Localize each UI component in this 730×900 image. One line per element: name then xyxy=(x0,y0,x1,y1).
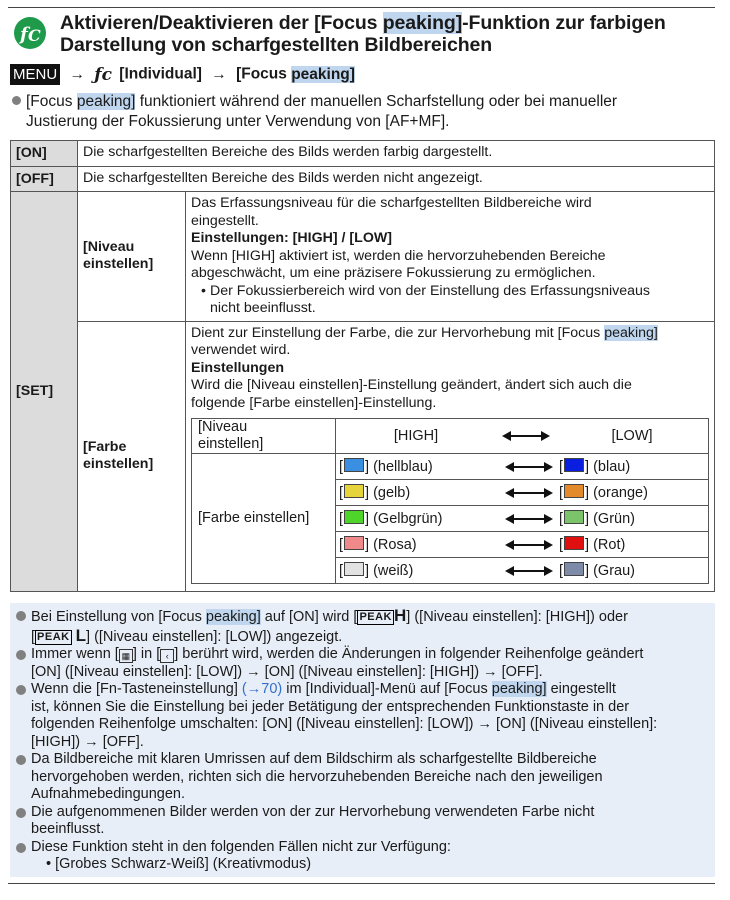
color-swatch xyxy=(344,458,364,472)
custom-menu-icon xyxy=(14,17,46,49)
color-low-option: [ ] (Rot) xyxy=(559,536,626,553)
table-row-set-niveau xyxy=(11,192,715,322)
color-low-option: [ ] (orange) xyxy=(559,484,648,501)
sub-bullet-icon: • xyxy=(201,282,206,299)
double-arrow-icon xyxy=(499,458,559,475)
sub-option-farbe-desc: Dient zur Einstellung der Farbe, die zur Hervorhebung mit [Focus peaking] verwendet wird. Einstellungen Wird die [Niveau einstellen]-Einstellung geändert, ändert sich auch die folgende [Farbe einstellen]-Einstellung. [Niveau einstellen] [HIGH] [LOW] [Farbe einstellen] [ ] (hellblau) [ ] (blau) [ ] (gelb) [ ] (orange) [ ] (Gelbgrün) [ ] (Grün) [ ] (Rosa) [ ] (Rot) [ ] (weiß) [ ] (Grau) xyxy=(186,321,715,592)
color-row-list xyxy=(336,454,708,583)
color-row-label: [Farbe einstellen] xyxy=(192,454,336,584)
intro-text: [Focus peaking] funktioniert während der manuellen Scharfstellung oder bei manueller Justierung der Fokussierung unter Verwendung von [AF+MF]. xyxy=(12,92,712,132)
color-swatch xyxy=(564,510,584,524)
table-row-on xyxy=(11,141,715,167)
peak-touch-icon: ▦ xyxy=(119,649,133,663)
color-row xyxy=(336,532,708,558)
color-low-option: [ ] (Grün) xyxy=(559,510,635,527)
bullet-icon xyxy=(16,650,26,660)
menu-arrow-icon: → xyxy=(211,65,227,83)
option-label-on: [ON] xyxy=(11,141,78,167)
notes-box xyxy=(10,603,715,877)
color-row xyxy=(336,480,708,506)
menu-arrow-icon: → xyxy=(69,65,85,83)
color-row xyxy=(336,558,708,583)
touch-tab-icon: ‹ xyxy=(160,649,174,663)
color-row xyxy=(336,454,708,480)
color-high-option: [ ] (weiß) xyxy=(339,562,414,579)
color-swatch xyxy=(344,562,364,576)
table-row-off xyxy=(11,166,715,192)
note-item: Da Bildbereiche mit klaren Umrissen auf dem Bildschirm als scharfgestellte Bildbereiche hervorgehoben werden, richten sich die hervorzuhebenden Bereiche nach den jeweiligen Aufnahmebedingungen. xyxy=(16,751,715,804)
note-item: Immer wenn [ ▦ ] in [ ‹ ] berührt wird, werden die Änderungen in folgender Reihenfolge geändert [ON] ([Niveau einstellen]: [LOW]) → [ON] ([Niveau einstellen]: [HIGH]) → [OFF]. xyxy=(16,646,715,681)
bullet-icon xyxy=(16,843,26,853)
double-arrow-icon xyxy=(499,510,559,527)
color-high-option: [ ] (Rosa) xyxy=(339,536,417,553)
header-low: [LOW] xyxy=(611,427,653,444)
double-arrow-icon xyxy=(499,562,559,579)
peak-icon: PEAK xyxy=(37,630,70,643)
bullet-icon xyxy=(16,755,26,765)
color-table-header-label: [Niveau einstellen] xyxy=(192,419,336,454)
color-table xyxy=(191,418,709,584)
menu-path xyxy=(10,64,355,88)
section-header xyxy=(12,12,717,58)
color-row xyxy=(336,506,708,532)
note-item: Diese Funktion steht in den folgenden Fällen nicht zur Verfügung: • [Grobes Schwarz-Weiß] (Kreativmodus) xyxy=(16,839,715,874)
svg-text:C: C xyxy=(28,26,41,45)
color-high-option: [ ] (Gelbgrün) xyxy=(339,510,443,527)
color-table-header xyxy=(192,419,709,454)
menu-item-focus-peaking: [Focus peaking] xyxy=(236,65,355,83)
double-arrow-icon xyxy=(496,428,556,445)
color-rows xyxy=(192,454,709,584)
peak-icon: PEAK xyxy=(359,611,392,623)
color-low-option: [ ] (blau) xyxy=(559,458,631,475)
table-row-set-farbe xyxy=(11,321,715,592)
sub-option-niveau: [Niveau einstellen] xyxy=(78,192,186,322)
settings-table xyxy=(10,140,715,592)
note-item: Wenn die [Fn-Tasteneinstellung] (→70) im [Individual]-Menü auf [Focus peaking] eingestellt ist, können Sie die Einstellung bei jeder Betätigung der entsprechenden Funktionstaste in der folgenden Reihenfolge umschalten: [ON] ([Niveau einstellen]: [LOW]) → [ON] ([Niveau einstellen]: [HIGH]) → [OFF]. xyxy=(16,681,715,751)
option-label-off: [OFF] xyxy=(11,166,78,192)
bullet-icon xyxy=(16,808,26,818)
color-swatch xyxy=(564,458,584,472)
option-desc-on: Die scharfgestellten Bereiche des Bilds werden farbig dargestellt. xyxy=(78,141,715,167)
color-low-option: [ ] (Grau) xyxy=(559,562,635,579)
page-title: Aktivieren/Deaktivieren der [Focus peaking]-Funktion zur farbigen Darstellung von scharfgestellten Bildbereichen xyxy=(60,12,666,56)
custom-menu-small-icon: ƒc xyxy=(94,64,112,85)
note-item: Die aufgenommenen Bilder werden von der zur Hervorhebung verwendeten Farbe nicht beeinflusst. xyxy=(16,804,715,839)
note-item: Bei Einstellung von [Focus peaking] auf [ON] wird [ PEAK H] ([Niveau einstellen]: [HIGH]) oder [ PEAK L] ([Niveau einstellen]: [LOW]) angezeigt. xyxy=(16,607,715,646)
color-swatch xyxy=(564,484,584,498)
color-swatch xyxy=(564,536,584,550)
color-high-option: [ ] (gelb) xyxy=(339,484,411,501)
svg-text:f: f xyxy=(20,24,28,45)
header-high: [HIGH] xyxy=(393,427,439,444)
top-rule xyxy=(8,7,715,8)
option-desc-off: Die scharfgestellten Bereiche des Bilds werden nicht angezeigt. xyxy=(78,166,715,192)
sub-option-niveau-desc: Das Erfassungsniveau für die scharfgestellten Bildbereiche wird eingestellt. Einstellungen: [HIGH] / [LOW] Wenn [HIGH] aktiviert ist, werden die hervorzuhebenden Bereiche abgeschwächt, um eine präzisere Fokussierung zu ermöglichen. • Der Fokussierbereich wird von der Einstellung des Erfassungsniveaus nicht beeinflusst. xyxy=(186,192,715,322)
bullet-icon xyxy=(16,685,26,695)
sub-bullet-icon: • xyxy=(46,856,52,872)
menu-item-individual: [Individual] xyxy=(119,65,202,83)
color-swatch xyxy=(344,484,364,498)
bullet-icon xyxy=(16,611,26,621)
option-label-set: [SET] xyxy=(11,192,78,592)
page-ref-link[interactable]: (→70) xyxy=(241,681,283,697)
menu-badge: MENU xyxy=(10,64,60,85)
bullet-icon xyxy=(12,96,21,105)
color-swatch xyxy=(344,536,364,550)
double-arrow-icon xyxy=(499,536,559,553)
color-swatch xyxy=(344,510,364,524)
sub-option-farbe: [Farbe einstellen] xyxy=(78,321,186,592)
color-swatch xyxy=(564,562,584,576)
color-high-option: [ ] (hellblau) xyxy=(339,458,433,475)
bottom-rule xyxy=(8,883,715,884)
double-arrow-icon xyxy=(499,484,559,501)
